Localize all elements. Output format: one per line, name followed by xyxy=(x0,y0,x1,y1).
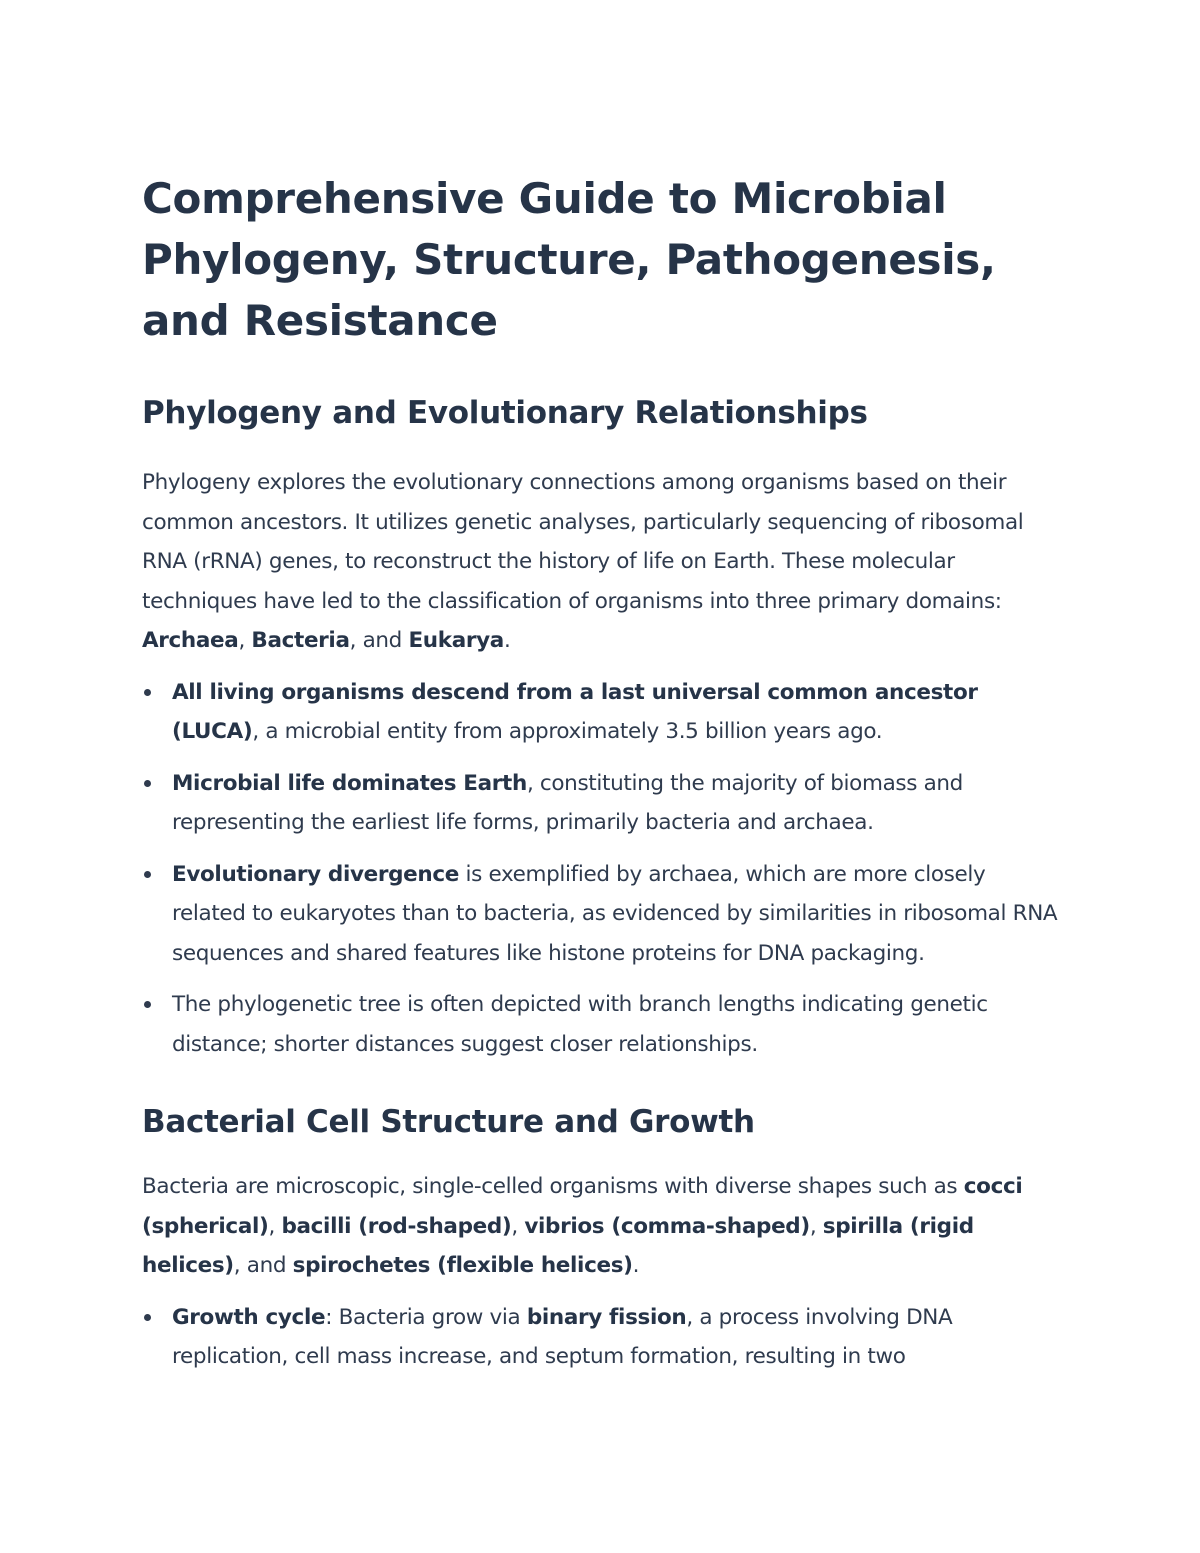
list-item-bold: Microbial life dominates Earth xyxy=(172,770,527,796)
shape-spirochetes: spirochetes (flexible helices) xyxy=(292,1253,633,1278)
phylogeny-bullet-list xyxy=(142,673,1062,1065)
list-item-text: , constituting the majority of biomass and representing the earliest life forms, primarily bacteria and archaea. xyxy=(172,770,963,835)
list-item-bold: Evolutionary divergence xyxy=(172,861,459,887)
list-item-bold: Growth cycle xyxy=(172,1304,326,1330)
list-item-text: , a microbial entity from approximately 3.5 billion years ago. xyxy=(252,719,883,744)
list-item-text: The phylogenetic tree is often depicted with branch lengths indicating genetic distance; shorter distances suggest closer relationships. xyxy=(172,992,988,1057)
domain-eukarya: Eukarya xyxy=(408,628,504,653)
bacteria-intro-paragraph xyxy=(142,1167,1062,1286)
bacteria-intro-text: Bacteria are microscopic, single-celled organisms with diverse shapes such as xyxy=(142,1174,964,1199)
bullet-icon xyxy=(144,871,151,878)
list-item-text: : Bacteria grow via xyxy=(325,1304,527,1330)
shape-bacilli: bacilli (rod-shaped) xyxy=(281,1213,512,1239)
document-page xyxy=(142,168,1062,1389)
domain-bacteria: Bacteria xyxy=(251,628,350,653)
phylogeny-intro-text: , and xyxy=(349,628,409,653)
list-item xyxy=(142,855,1062,974)
bullet-icon xyxy=(144,780,151,787)
shape-vibrios: vibrios (comma-shaped) xyxy=(524,1213,810,1239)
bacteria-intro-text: , xyxy=(268,1213,282,1239)
domain-archaea: Archaea xyxy=(142,628,239,653)
bacteria-intro-text: , xyxy=(809,1213,823,1239)
list-item-bold: All living organisms descend from a last universal common ancestor (LUCA) xyxy=(172,679,978,744)
list-item-text: , a process involving DNA replication, cell mass increase, and septum formation, resulting in two xyxy=(172,1304,953,1369)
section-heading-phylogeny: Phylogeny and Evolutionary Relationships xyxy=(142,395,868,431)
list-item xyxy=(142,673,1062,752)
phylogeny-intro-text: Phylogeny explores the evolutionary connections among organisms based on their common ancestors. It utilizes genetic analyses, particularly sequencing of ribosomal RNA (rRNA) genes, to reconstruct the history of life on Earth. These molecular techniques have led to the classification of organisms into three primary domains: xyxy=(142,470,1024,614)
bullet-icon xyxy=(144,1001,151,1008)
phylogeny-intro-text: , xyxy=(238,628,252,653)
bacteria-intro-text: , and xyxy=(233,1253,293,1278)
list-item-text: is exemplified by archaea, which are more closely related to eukaryotes than to bacteria, as evidenced by similarities in ribosomal RNA sequences and shared features like histone proteins for DNA packaging. xyxy=(172,861,1058,966)
list-item xyxy=(142,985,1062,1064)
section-heading-bacterial-structure: Bacterial Cell Structure and Growth xyxy=(142,1104,755,1140)
shape-cocci: cocci (spherical) xyxy=(142,1174,1023,1239)
bacteria-intro-text: , xyxy=(511,1213,525,1239)
list-item xyxy=(142,1298,1062,1377)
bacteria-intro-text: . xyxy=(632,1253,640,1278)
bacteria-bullet-list xyxy=(142,1298,1062,1377)
bullet-icon xyxy=(144,1314,151,1321)
phylogeny-intro-paragraph xyxy=(142,463,1062,661)
list-item xyxy=(142,764,1062,843)
bullet-icon xyxy=(144,689,151,696)
phylogeny-intro-text: . xyxy=(503,628,511,653)
shape-spirilla: spirilla (rigid helices) xyxy=(142,1213,974,1278)
document-title: Comprehensive Guide to Microbial Phylogeny, Structure, Pathogenesis, and Resistance xyxy=(142,174,996,345)
list-item-bold: binary fission xyxy=(526,1304,687,1330)
